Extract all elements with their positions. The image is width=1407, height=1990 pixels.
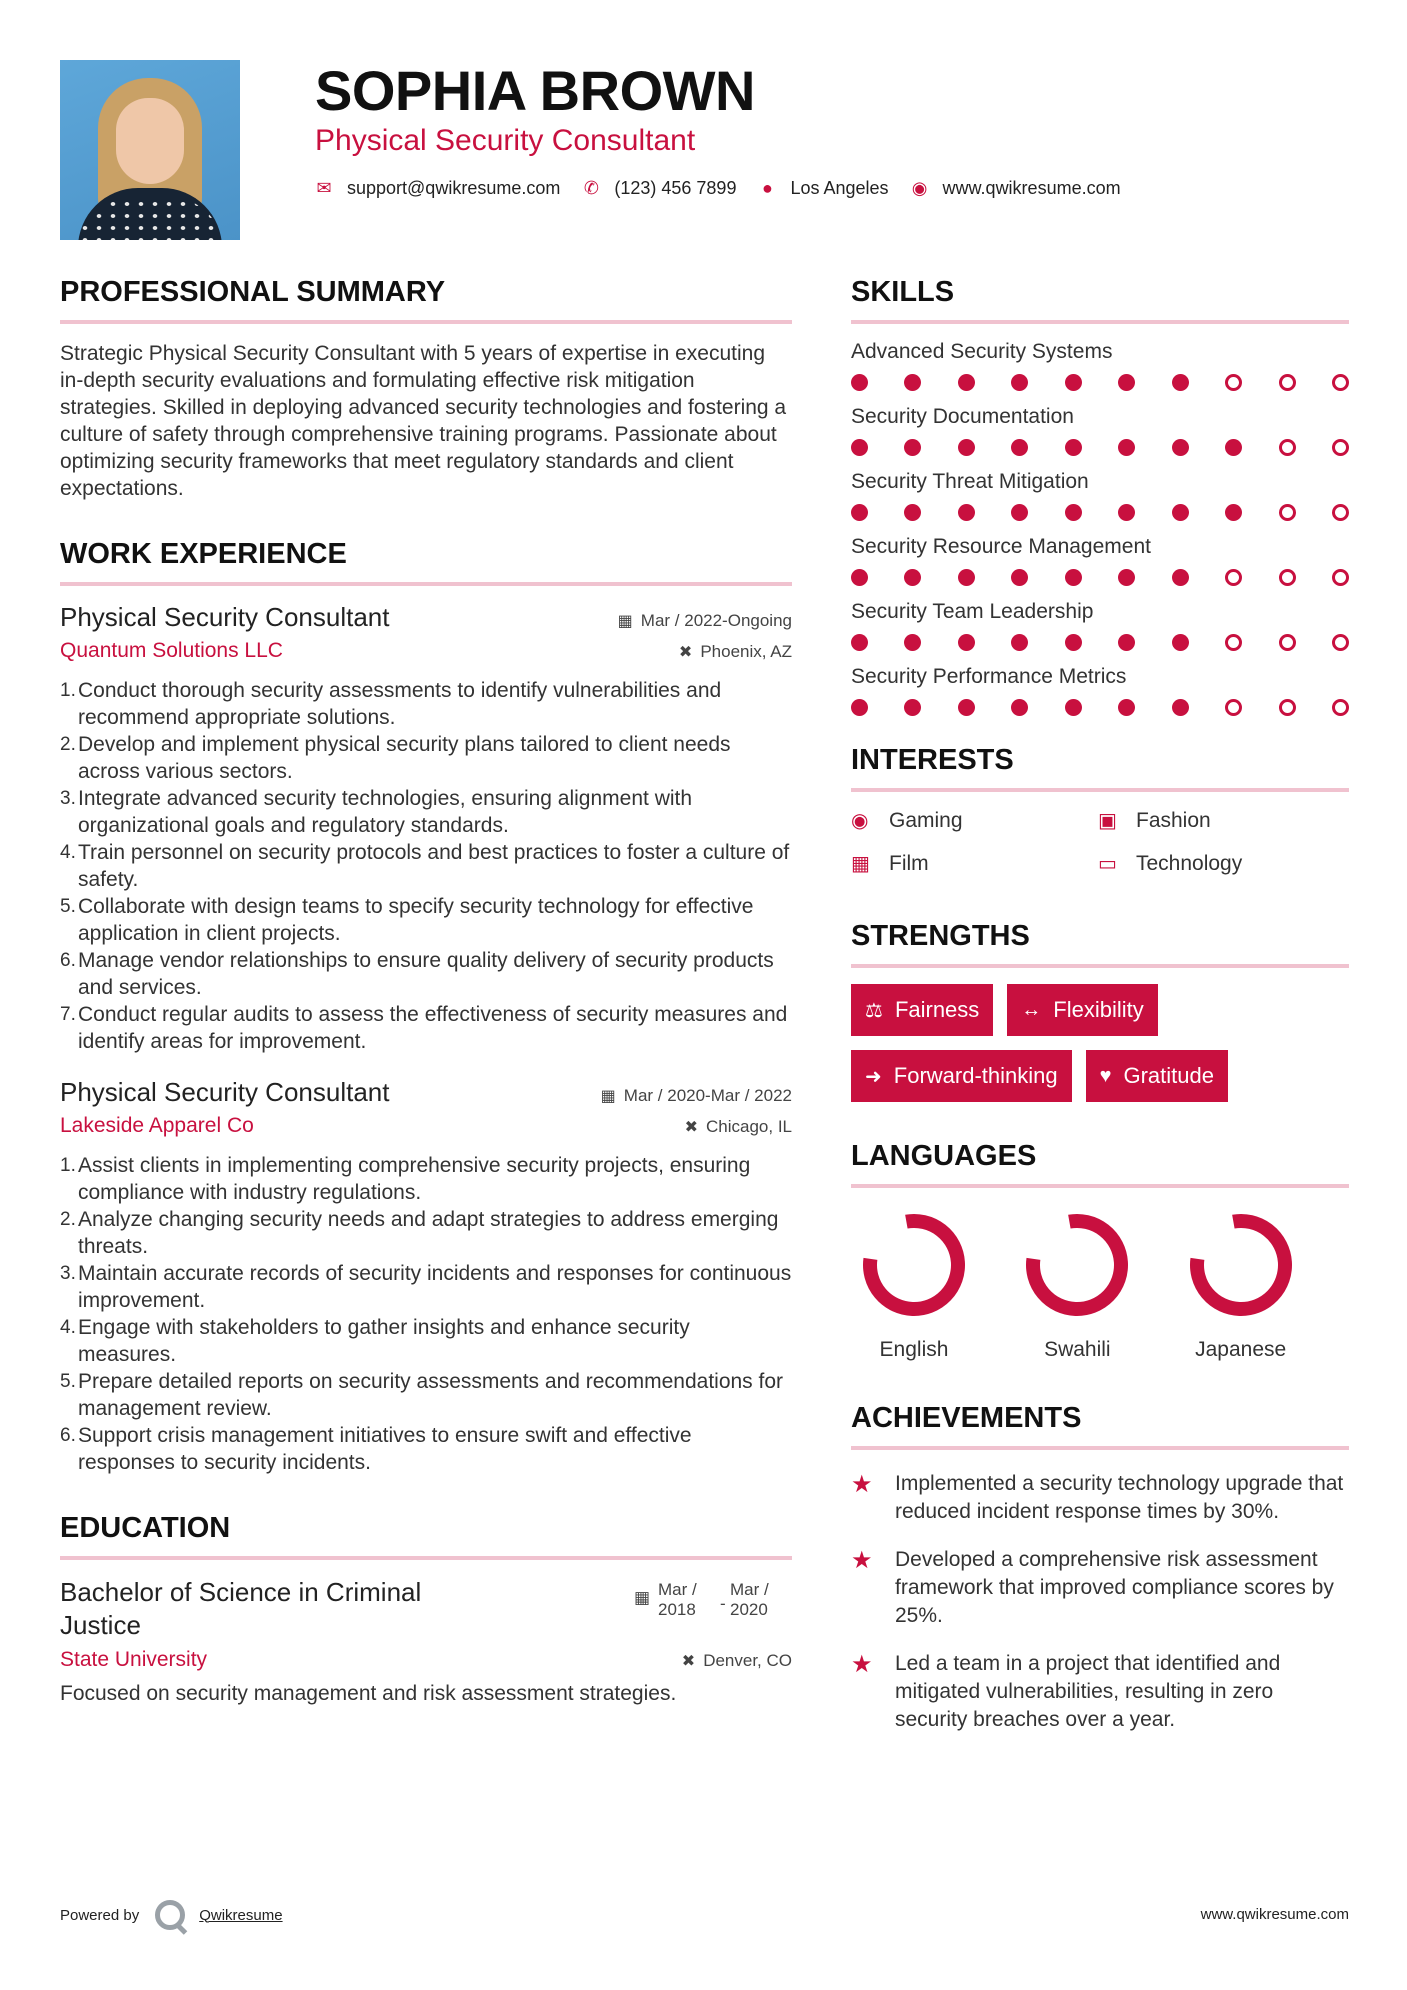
section-title: STRENGTHS [851,920,1349,968]
list-item: Support crisis management initiatives to ensure swift and effective responses to security incidents. [78,1424,692,1474]
rating-dot-empty [1332,699,1349,716]
company-name: Quantum Solutions LLC [60,639,283,662]
skill-name: Security Team Leadership [851,600,1094,623]
skill-name: Advanced Security Systems [851,340,1113,363]
rating-dot-empty [1225,374,1242,391]
strength-badge [1007,984,1157,1036]
phone-icon: ✆ [583,178,599,198]
education-description: Focused on security management and risk assessment strategies. [60,1682,677,1705]
list-item: Manage vendor relationships to ensure quality delivery of security products and services. [78,949,774,999]
job-title: Physical Security Consultant [60,1077,390,1107]
skill-rating [851,569,1349,586]
skill-item [851,535,1349,586]
experience-section [60,538,792,1476]
strength-label: Forward-thinking [893,1063,1058,1088]
list-item: Assist clients in implementing comprehensive security projects, ensuring compliance with industry regulations. [78,1154,751,1204]
contact-phone[interactable]: ✆ (123) 456 7899 [583,178,737,198]
rating-dot-filled [958,699,975,716]
skill-item [851,470,1349,521]
list-item: Conduct regular audits to assess the effectiveness of security measures and identify areas for improvement. [78,1003,788,1053]
rating-dot-filled [958,374,975,391]
list-item: Analyze changing security needs and adapt strategies to address emerging threats. [78,1208,779,1258]
language-name: Swahili [1044,1338,1111,1361]
summary-section [60,276,792,502]
rating-dot-filled [1118,374,1135,391]
pin-icon: ✖ [678,644,693,661]
interests-section [851,744,1349,876]
rating-dot-filled [1065,569,1082,586]
profile-photo [60,60,240,240]
calendar-icon: ▦ [617,613,633,630]
rating-dot-filled [1011,439,1028,456]
star-icon: ★ [851,1547,873,1574]
job-location: ✖ Chicago, IL [684,1117,792,1136]
rating-dot-empty [1332,634,1349,651]
candidate-name: SOPHIA BROWN [315,59,755,122]
rating-dot-empty [1225,634,1242,651]
rating-dot-filled [1065,634,1082,651]
rating-dot-filled [904,504,921,521]
responsibility-list [60,1152,792,1476]
achievement-text: Implemented a security technology upgrade that reduced incident response times by 30%. [895,1472,1344,1523]
language-item [859,1210,1022,1362]
rating-dot-filled [1172,699,1189,716]
language-gauge [1186,1210,1296,1320]
rating-dot-filled [1172,439,1189,456]
section-title: WORK EXPERIENCE [60,538,792,586]
rating-dot-filled [851,634,868,651]
map-marker-icon: ● [762,178,773,198]
star-icon: ★ [851,1471,873,1498]
rating-dot-filled [851,504,868,521]
section-title: SKILLS [851,276,1349,324]
strength-badge [851,984,993,1036]
balance-scale-icon: ⚖ [865,999,883,1022]
shopping-bag-icon: ▣ [1098,810,1117,832]
footer-brand-link[interactable]: Qwikresume [199,1906,283,1924]
star-icon: ★ [851,1651,873,1678]
achievement-item [851,1470,1349,1526]
rating-dot-filled [1011,634,1028,651]
rating-dot-filled [1011,699,1028,716]
rating-dot-filled [1118,569,1135,586]
list-item: Develop and implement physical security plans tailored to client needs across various sectors. [78,733,731,783]
heart-icon: ♥ [1099,1064,1112,1087]
rating-dot-filled [1011,569,1028,586]
interest-item [1098,808,1345,833]
rating-dot-filled [958,569,975,586]
footer-powered-by: Powered by Qwikresume [60,1900,283,1930]
contact-location: ● Los Angeles [758,178,888,199]
job-dates: ▦ Mar / 2020-Mar / 2022 [600,1086,792,1105]
rating-dot-empty [1332,374,1349,391]
rating-dot-filled [1065,439,1082,456]
calendar-icon: ▦ [600,1088,616,1105]
list-item: Collaborate with design teams to specify security technology for effective application in client projects. [78,895,754,945]
arrows-horizontal-icon: ↔ [1021,998,1042,1021]
achievement-item [851,1546,1349,1630]
skill-name: Security Performance Metrics [851,665,1127,688]
rating-dot-empty [1332,569,1349,586]
language-name: Japanese [1195,1338,1287,1361]
interest-item [851,808,1098,833]
responsibility-list [60,677,792,1055]
rating-dot-filled [904,374,921,391]
rating-dot-filled [851,439,868,456]
language-gauge-arc [870,1221,958,1309]
globe-icon: ◉ [911,178,928,198]
rating-dot-filled [958,504,975,521]
rating-dot-filled [904,439,921,456]
rating-dot-filled [1065,504,1082,521]
interest-label: Technology [1136,851,1243,875]
rating-dot-filled [851,374,868,391]
list-item: Engage with stakeholders to gather insights and enhance security measures. [78,1316,690,1366]
laptop-icon: ▭ [1098,853,1117,875]
rating-dot-empty [1279,634,1296,651]
degree-title: Bachelor of Science in Criminal Justice [60,1577,422,1640]
rating-dot-empty [1225,699,1242,716]
rating-dot-filled [1118,504,1135,521]
strength-label: Gratitude [1123,1063,1214,1088]
skill-name: Security Threat Mitigation [851,470,1089,493]
interest-item [851,851,1098,876]
language-gauge-arc [1197,1221,1285,1309]
section-title: PROFESSIONAL SUMMARY [60,276,792,324]
skill-name: Security Resource Management [851,535,1151,558]
rating-dot-filled [1011,504,1028,521]
skills-section [851,276,1349,716]
strength-badge [851,1050,1072,1102]
section-title: EDUCATION [60,1512,792,1560]
skill-item [851,340,1349,391]
education-section [60,1512,792,1706]
rating-dot-filled [958,634,975,651]
rating-dot-filled [904,569,921,586]
skill-rating [851,634,1349,651]
rating-dot-filled [1225,504,1242,521]
rating-dot-empty [1332,504,1349,521]
rating-dot-filled [958,439,975,456]
education-location: ✖ Denver, CO [681,1651,792,1670]
arrow-right-icon: ➜ [865,1065,882,1088]
skill-item [851,600,1349,651]
language-gauge [1022,1210,1132,1320]
skill-rating [851,374,1349,391]
interest-label: Film [889,851,929,875]
interest-label: Gaming [889,808,963,832]
contact-email[interactable]: ✉ support@qwikresume.com [316,178,561,198]
language-name: English [879,1338,949,1361]
list-item: Prepare detailed reports on security assessments and recommendations for management review. [78,1370,784,1420]
contact-website[interactable]: ◉ www.qwikresume.com [911,178,1121,198]
achievement-item [851,1650,1349,1734]
rating-dot-filled [1118,634,1135,651]
language-gauge [859,1210,969,1320]
rating-dot-filled [1172,374,1189,391]
languages-section [851,1140,1349,1362]
envelope-icon: ✉ [316,178,332,198]
rating-dot-filled [1118,439,1135,456]
rating-dot-filled [904,634,921,651]
job-entry [60,1077,792,1476]
achievements-section [851,1402,1349,1734]
rating-dot-filled [1065,699,1082,716]
list-item: Maintain accurate records of security incidents and responses for continuous improvement. [78,1262,792,1312]
language-gauge-arc [1033,1221,1121,1309]
candidate-role: Physical Security Consultant [315,124,696,157]
rating-dot-filled [1172,569,1189,586]
education-dates: ▦ Mar / 2018 - Mar / 2020 [634,1580,792,1642]
calendar-icon: ▦ [633,1588,650,1607]
film-icon: ▦ [851,853,870,875]
strengths-section [851,920,1349,1102]
achievement-text: Developed a comprehensive risk assessment framework that improved compliance scores by 25%. [895,1548,1334,1627]
job-dates: ▦ Mar / 2022-Ongoing [617,611,792,630]
gamepad-icon: ◉ [851,810,869,832]
rating-dot-empty [1279,569,1296,586]
skill-rating [851,439,1349,456]
skill-item [851,665,1349,716]
strength-label: Fairness [894,997,980,1022]
rating-dot-filled [904,699,921,716]
rating-dot-filled [1118,699,1135,716]
section-title: INTERESTS [851,744,1349,792]
job-entry [60,602,792,1055]
pin-icon: ✖ [684,1119,698,1136]
language-item [1022,1210,1185,1362]
interest-item [1098,851,1345,876]
strength-label: Flexibility [1053,997,1144,1022]
section-title: LANGUAGES [851,1140,1349,1188]
skill-rating [851,699,1349,716]
summary-text: Strategic Physical Security Consultant with 5 years of expertise in executing in-depth security evaluations and formulating effective risk mitigation strategies. Skilled in deploying advanced security technologies and fostering a culture of safety through comprehensive training programs. Passionate about optimizing security frameworks that meet regulatory standards and client expectations. [60,342,787,500]
strength-badge [1086,1050,1228,1102]
rating-dot-empty [1279,439,1296,456]
right-column [851,276,1349,1754]
rating-dot-filled [1172,504,1189,521]
company-name: Lakeside Apparel Co [60,1114,254,1137]
interest-label: Fashion [1136,808,1211,832]
language-item [1186,1210,1349,1362]
skill-name: Security Documentation [851,405,1074,428]
list-item: Conduct thorough security assessments to identify vulnerabilities and recommend appropriate solutions. [78,679,722,729]
rating-dot-filled [1225,439,1242,456]
job-location: ✖ Phoenix, AZ [678,642,792,661]
rating-dot-filled [1065,374,1082,391]
rating-dot-empty [1279,699,1296,716]
footer-website-link[interactable]: www.qwikresume.com [1200,1906,1349,1923]
rating-dot-empty [1279,374,1296,391]
skill-item [851,405,1349,456]
rating-dot-filled [1172,634,1189,651]
achievement-text: Led a team in a project that identified and mitigated vulnerabilities, resulting in zero security breaches over a year. [895,1652,1281,1731]
rating-dot-empty [1225,569,1242,586]
list-item: Integrate advanced security technologies, ensuring alignment with organizational goals and regulatory standards. [78,787,693,837]
pin-icon: ✖ [681,1653,696,1670]
job-title: Physical Security Consultant [60,602,390,632]
rating-dot-empty [1279,504,1296,521]
list-item: Train personnel on security protocols and best practices to foster a culture of safety. [78,841,790,891]
rating-dot-filled [851,569,868,586]
contact-bar [315,178,1143,199]
rating-dot-filled [851,699,868,716]
school-name: State University [60,1648,208,1671]
left-column [60,276,792,1706]
qwikresume-logo-icon [155,1900,185,1930]
skill-rating [851,504,1349,521]
rating-dot-filled [1011,374,1028,391]
section-title: ACHIEVEMENTS [851,1402,1349,1450]
rating-dot-empty [1332,439,1349,456]
